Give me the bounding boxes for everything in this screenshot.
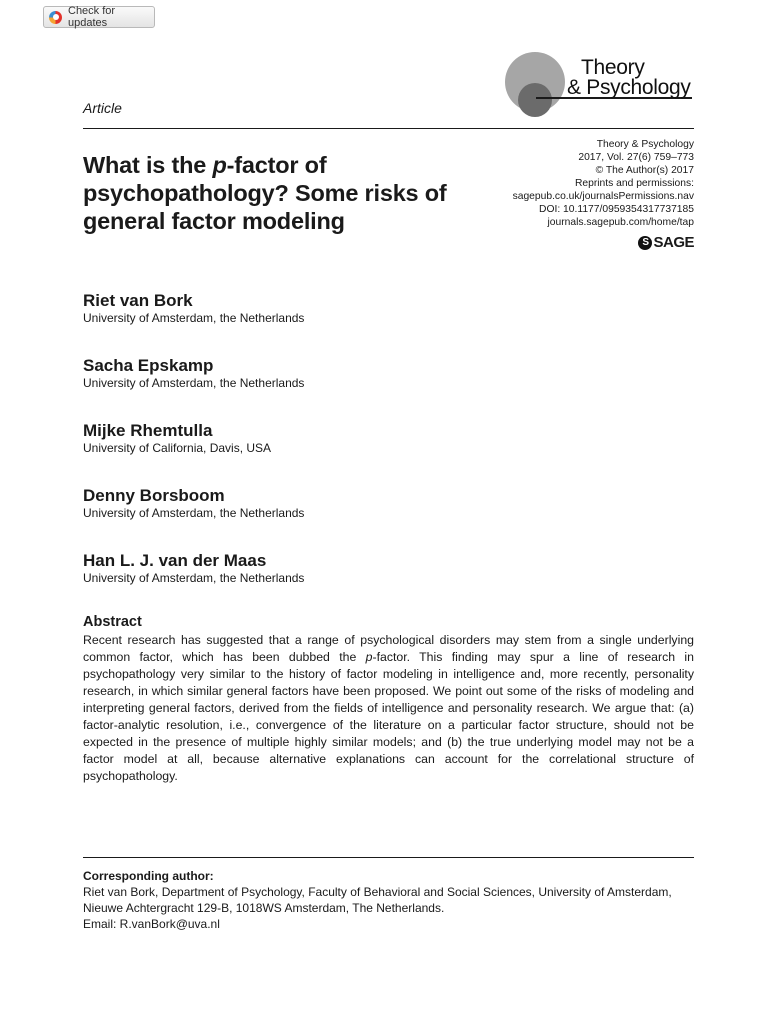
author-affiliation: University of California, Davis, USA	[83, 441, 272, 455]
abstract-text	[83, 632, 694, 785]
meta-reprints-link[interactable]: sagepub.co.uk/journalsPermissions.nav	[512, 191, 694, 202]
corresponding-author	[83, 868, 694, 932]
article-type: Article	[83, 100, 122, 116]
check-for-updates-label: Check for updates	[68, 5, 116, 29]
header-divider	[83, 128, 694, 129]
sage-s-icon: S	[638, 236, 652, 250]
publisher-logo-text: SAGE	[653, 234, 694, 251]
author-block	[83, 291, 304, 326]
crossmark-icon	[49, 11, 62, 24]
author-name: Mijke Rhemtulla	[83, 421, 213, 440]
footnote-divider	[83, 857, 694, 858]
author-name: Sacha Epskamp	[83, 356, 214, 375]
meta-journal: Theory & Psychology	[596, 139, 694, 150]
author-affiliation: University of Amsterdam, the Netherlands	[83, 506, 305, 520]
title-part-2: -factor of psychopathology? Some risks of general factor modeling	[83, 152, 447, 234]
journal-logo	[505, 50, 700, 120]
corresponding-email[interactable]: Email: R.vanBork@uva.nl	[83, 917, 220, 931]
paper-title	[83, 151, 483, 235]
corresponding-heading: Corresponding author:	[83, 869, 214, 883]
title-italic: p	[212, 152, 227, 178]
abstract-heading: Abstract	[83, 614, 142, 630]
abstract-text-italic: p	[365, 650, 373, 664]
author-block	[83, 421, 271, 456]
meta-doi[interactable]: DOI: 10.1177/0959354317737185	[539, 204, 694, 215]
author-affiliation: University of Amsterdam, the Netherlands	[83, 571, 305, 585]
title-part-1: What is the	[83, 152, 213, 178]
abstract-section	[83, 613, 694, 785]
logo-line-1: Theory	[581, 56, 645, 79]
meta-journal-link[interactable]: journals.sagepub.com/home/tap	[547, 217, 694, 228]
author-block	[83, 356, 304, 391]
author-affiliation: University of Amsterdam, the Netherlands	[83, 311, 305, 325]
meta-volume: 2017, Vol. 27(6) 759–773	[578, 152, 694, 163]
author-name: Han L. J. van der Maas	[83, 551, 267, 570]
publication-meta	[513, 138, 694, 229]
publisher-logo	[638, 234, 694, 251]
author-block	[83, 486, 304, 521]
check-for-updates-button[interactable]	[43, 6, 155, 28]
author-name: Denny Borsboom	[83, 486, 225, 505]
author-name: Riet van Bork	[83, 291, 193, 310]
meta-reprints: Reprints and permissions:	[574, 178, 694, 189]
abstract-text-part-2: -factor. This finding may spur a line of research in psychopathology very similar to the history of factor modeling in intelligence and, more recently, personality research, in which similar general factors have been proposed. We point out some of the risks of modeling and interpreting general factors, derived from the fields of intelligence and personality research. We argue that: (a) factor-analytic resolution, i.e., convergence of the literature on a particular factor structure, should not be expected in the presence of multiple highly similar models; and (b) the true underlying model may not be a factor model at all, because alternative explanations can account for the correlational structure of psychopathology.	[83, 650, 694, 783]
abstract-text-part-1: Recent research has suggested that a range of psychological disorders may stem from a single underlying common factor, which has been dubbed the	[83, 633, 694, 664]
meta-copyright: © The Author(s) 2017	[595, 165, 694, 176]
logo-line-2: & Psychology	[567, 76, 691, 99]
author-affiliation: University of Amsterdam, the Netherlands	[83, 376, 305, 390]
logo-circle-small	[518, 83, 552, 117]
corresponding-address: Riet van Bork, Department of Psychology, Faculty of Behavioral and Social Sciences, University of Amsterdam, Nieuwe Achtergracht 129-B, 1018WS Amsterdam, The Netherlands.	[83, 885, 672, 915]
author-block	[83, 551, 304, 586]
